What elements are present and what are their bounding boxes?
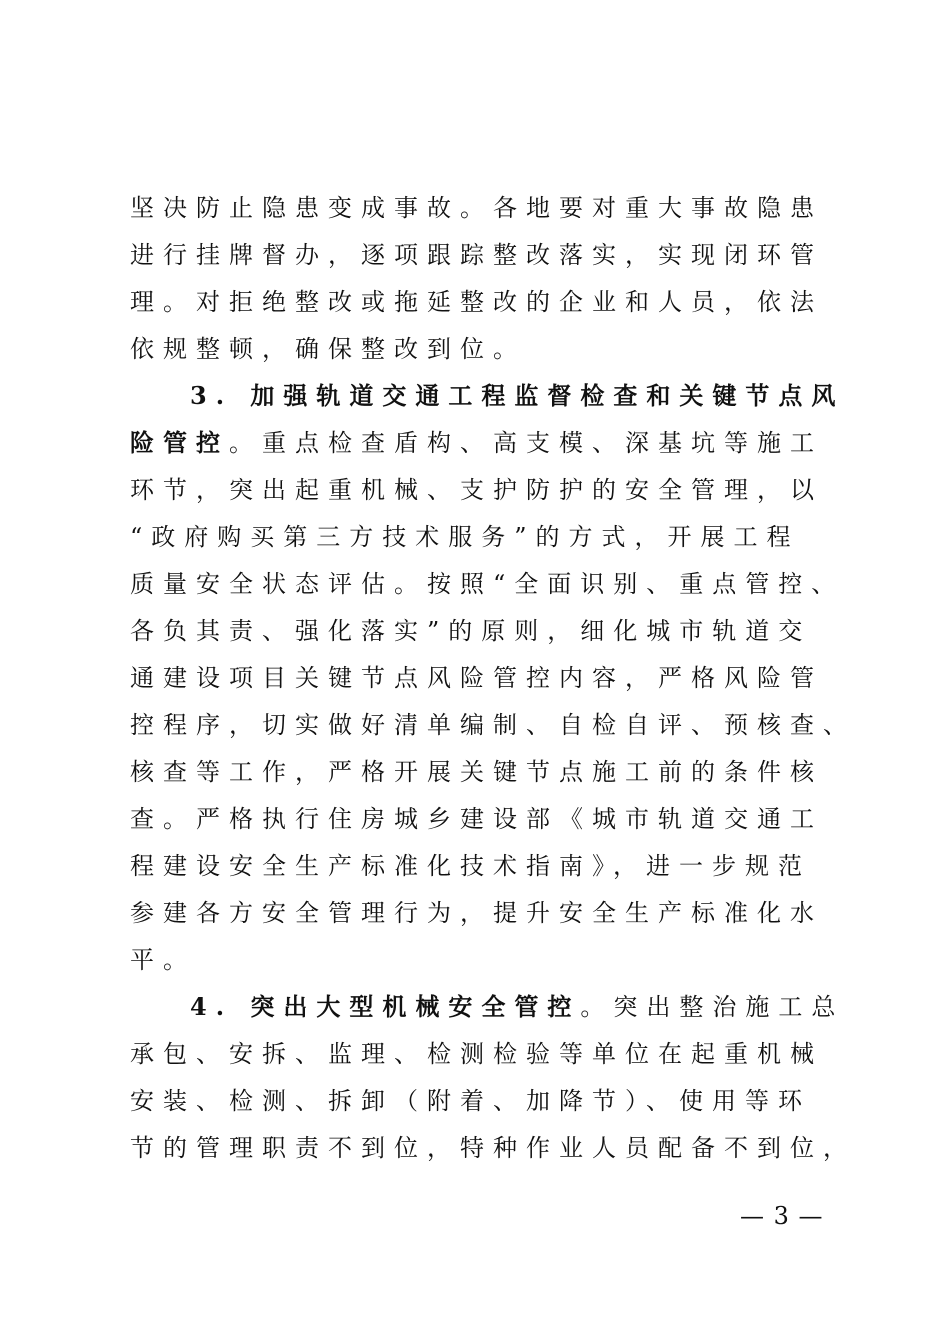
body-text-line: 平。: [130, 946, 196, 974]
body-text-line: 质量安全状态评估。按照“全面识别、重点管控、: [130, 570, 845, 598]
body-text-line: 环节，突出起重机械、支护防护的安全管理，以: [130, 476, 823, 504]
body-text-line: 进行挂牌督办，逐项跟踪整改落实，实现闭环管: [130, 241, 823, 269]
body-text-line: “政府购买第三方技术服务”的方式，开展工程: [130, 523, 800, 551]
body-text-line: 节的管理职责不到位，特种作业人员配备不到位，: [130, 1134, 856, 1162]
body-text-line: 理。对拒绝整改或拖延整改的企业和人员，依法: [130, 288, 823, 316]
body-text-line: 核查等工作，严格开展关键节点施工前的条件核: [130, 758, 823, 786]
body-text-line: 通建设项目关键节点风险管控内容，严格风险管: [130, 664, 823, 692]
body-text-line: 程建设安全生产标准化技术指南》，进一步规范: [130, 852, 811, 880]
section-heading-4: 4. 突出大型机械安全管控: [190, 992, 581, 1021]
body-text-line: 控程序，切实做好清单编制、自检自评、预核查、: [130, 711, 856, 739]
body-text-line: 安装、检测、拆卸（附着、加降节）、使用等环: [130, 1087, 811, 1115]
body-text-line: 依规整顿，确保整改到位。: [130, 335, 526, 363]
body-text-line: 查。严格执行住房城乡建设部《城市轨道交通工: [130, 805, 823, 833]
section-heading-3-continued: 险管控: [130, 428, 229, 457]
section-heading-3: 3. 加强轨道交通工程监督检查和关键节点风: [190, 381, 845, 410]
body-text-span: 。重点检查盾构、高支模、深基坑等施工: [229, 429, 823, 457]
body-text-line: [130, 419, 830, 467]
body-text-line: 坚决防止隐患变成事故。各地要对重大事故隐患: [130, 194, 823, 222]
body-text-line: 各负其责、强化落实”的原则，细化城市轨道交: [130, 617, 812, 645]
body-text-line: 参建各方安全管理行为，提升安全生产标准化水: [130, 899, 823, 927]
body-text-line: 承包、安拆、监理、检测检验等单位在起重机械: [130, 1040, 823, 1068]
page-number: — 3 —: [740, 1202, 824, 1230]
body-text-span: 。突出整治施工总: [580, 993, 845, 1021]
body-text-line: [190, 983, 845, 1031]
